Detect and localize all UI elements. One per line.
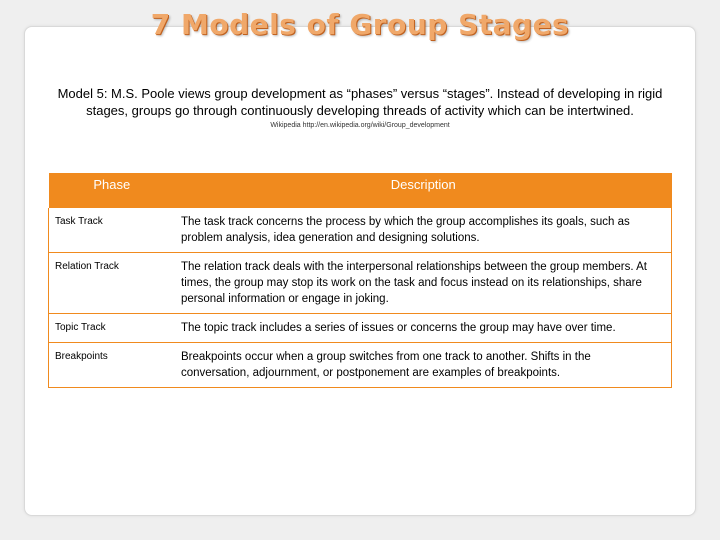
intro-text: Model 5: M.S. Poole views group development as “phases” versus “stages”. Instead of developing in rigid stages, groups go through continuously developing threads of activity which can be intertwined. [57, 86, 663, 118]
description-cell: The relation track deals with the interpersonal relationships between the group members. At times, the group may stop its work on the task and focus instead on its relationships, share personal information or engage in joking. [175, 253, 672, 314]
header-phase: Phase [49, 173, 176, 208]
table-row [49, 208, 672, 253]
slide-title: 7 Models of Group Stages [150, 8, 570, 41]
phases-table [48, 173, 672, 388]
table-row [49, 253, 672, 314]
table-row [49, 314, 672, 343]
phase-cell: Task Track [49, 208, 176, 253]
header-description: Description [175, 173, 672, 208]
source-citation: Wikipedia http://en.wikipedia.org/wiki/Group_development [270, 122, 450, 129]
description-cell: The task track concerns the process by which the group accomplishes its goals, such as problem analysis, idea generation and designing solutions. [175, 208, 672, 253]
description-cell: The topic track includes a series of issues or concerns the group may have over time. [175, 314, 672, 343]
description-cell: Breakpoints occur when a group switches from one track to another. Shifts in the conversation, adjournment, or postponement are examples of breakpoints. [175, 343, 672, 388]
table-header-row [49, 173, 672, 208]
phase-cell: Breakpoints [49, 343, 176, 388]
table-row [49, 343, 672, 388]
phase-cell: Topic Track [49, 314, 176, 343]
phase-cell: Relation Track [49, 253, 176, 314]
